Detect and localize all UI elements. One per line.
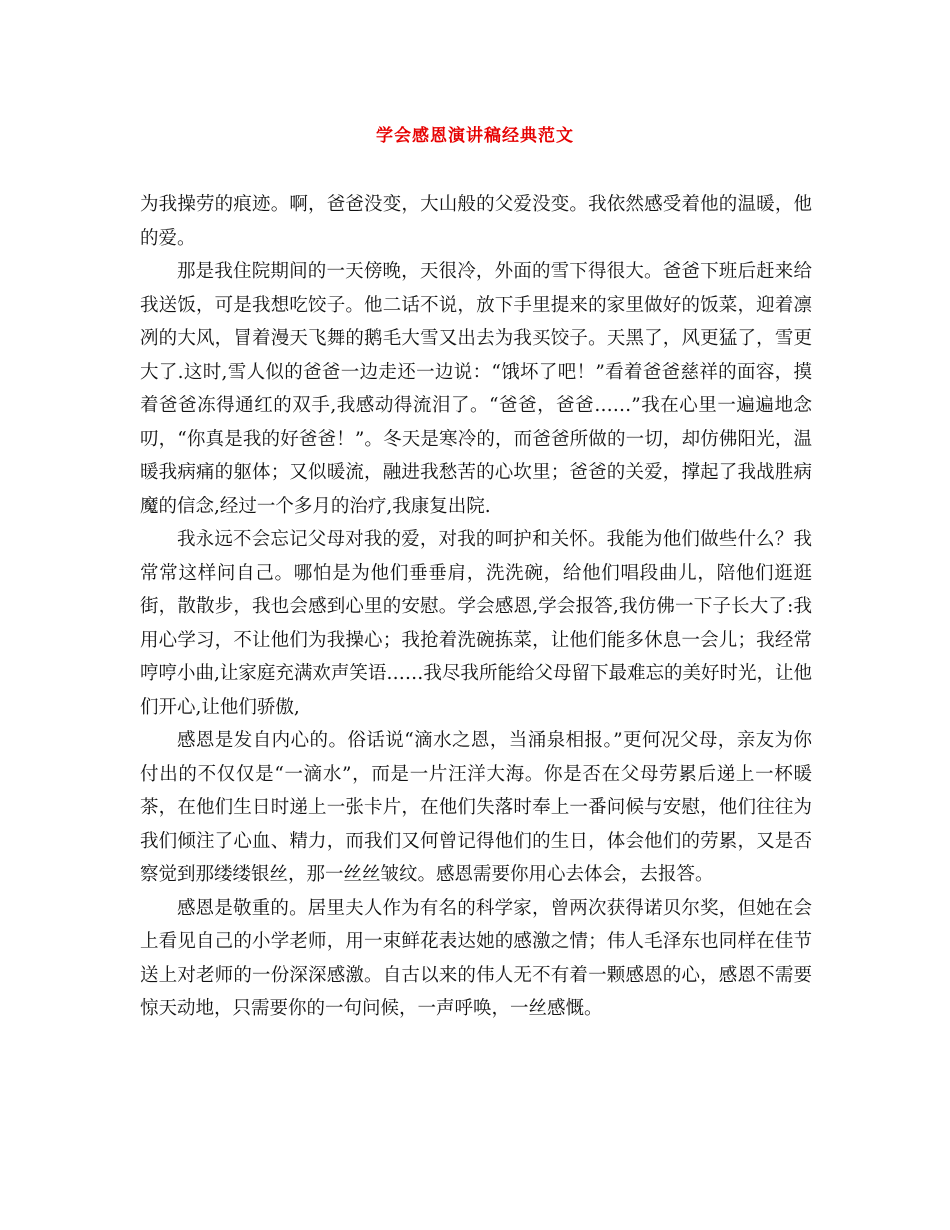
paragraph: 为我操劳的痕迹。啊，爸爸没变，大山般的父爱没变。我依然感受着他的温暖，他的爱。 <box>140 194 812 249</box>
paragraph: 感恩是敬重的。居里夫人作为有名的科学家，曾两次获得诺贝尔奖，但她在会上看见自己的小学老师，用一束鲜花表达她的感激之情；伟人毛泽东也同样在佳节送上对老师的一份深深感激。自古以来的伟人无不有着一颗感恩的心，感恩不需要惊天动地，只需要你的一句问候，一声呼唤，一丝感慨。 <box>140 897 812 1019</box>
paragraph: 感恩是发自内心的。俗话说“滴水之恩，当涌泉相报。”更何况父母，亲友为你付出的不仅仅是“一滴水”，而是一片汪洋大海。你是否在父母劳累后递上一杯暖茶，在他们生日时递上一张卡片，在他们失落时奉上一番问候与安慰，他们往往为我们倾注了心血、精力，而我们又何曾记得他们的生日，体会他们的劳累，又是否察觉到那缕缕银丝，那一丝丝皱纹。感恩需要你用心去体会，去报答。 <box>140 730 812 885</box>
document-title: 学会感恩演讲稿经典范文 <box>376 126 574 146</box>
paragraph: 我永远不会忘记父母对我的爱，对我的呵护和关怀。我能为他们做些什么？我常常这样问自己。哪怕是为他们垂垂肩，洗洗碗，给他们唱段曲儿，陪他们逛逛街，散散步，我也会感到心里的安慰。学会感恩,学会报答,我仿佛一下子长大了:我用心学习，不让他们为我操心；我抢着洗碗拣菜，让他们能多休息一会儿；我经常哼哼小曲,让家庭充满欢声笑语……我尽我所能给父母留下最难忘的美好时光，让他们开心,让他们骄傲, <box>140 529 812 718</box>
paragraph: 那是我住院期间的一天傍晚，天很冷，外面的雪下得很大。爸爸下班后赶来给我送饭，可是我想吃饺子。他二话不说，放下手里提来的家里做好的饭菜，迎着凛冽的大风，冒着漫天飞舞的鹅毛大雪又出去为我买饺子。天黑了，风更猛了，雪更大了.这时,雪人似的爸爸一边走还一边说：“饿坏了吧！”看着爸爸慈祥的面容，摸着爸爸冻得通红的双手,我感动得流泪了。“爸爸，爸爸……”我在心里一遍遍地念叨，“你真是我的好爸爸！”。冬天是寒冷的，而爸爸所做的一切，却仿佛阳光，温暖我病痛的躯体；又似暖流，融进我愁苦的心坎里；爸爸的关爱，撑起了我战胜病魔的信念,经过一个多月的治疗,我康复出院. <box>140 261 812 517</box>
document-body <box>140 188 812 1026</box>
